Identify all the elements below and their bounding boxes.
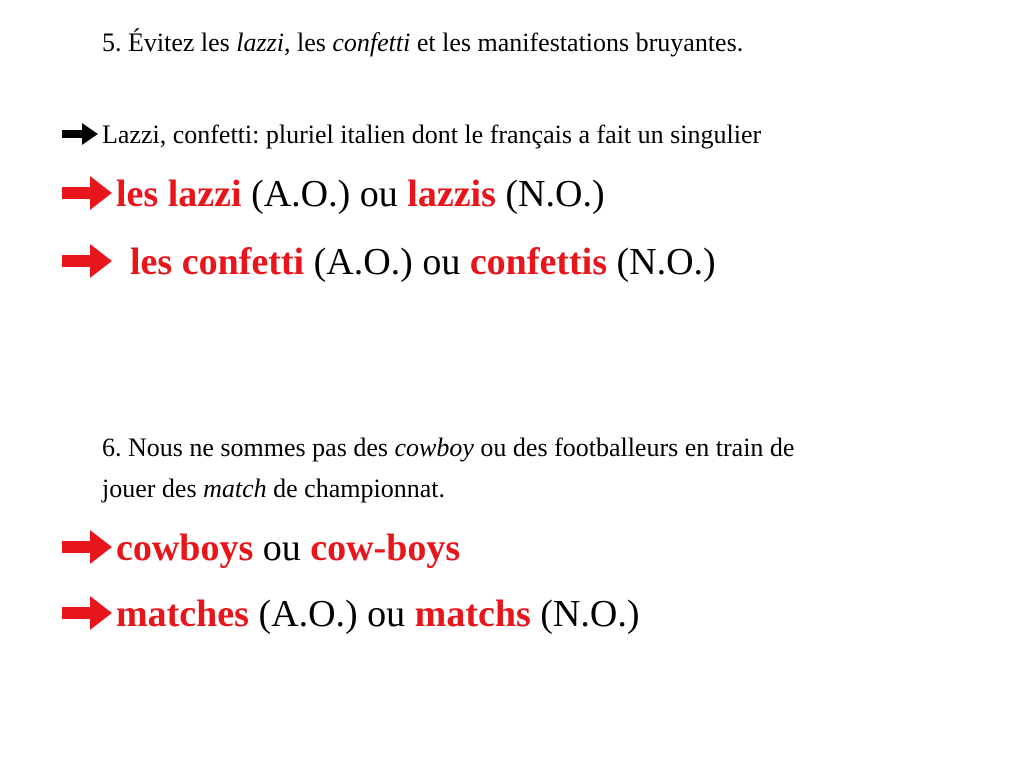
cowboys-spelling-1: cowboys <box>116 527 254 569</box>
item-6-word-cowboy: cowboy <box>394 433 474 462</box>
item-6-prefix: 6. Nous ne sommes pas des <box>102 433 395 462</box>
matches-line <box>62 592 639 633</box>
matches-new-tag: (N.O.) <box>530 593 640 635</box>
cowboys-line <box>62 526 460 567</box>
item-5-mid: , les <box>283 28 333 57</box>
arrow-right-icon <box>62 176 112 210</box>
confetti-new-tag: (N.O.) <box>607 241 716 283</box>
confetti-line <box>62 240 716 281</box>
arrow-right-icon <box>62 596 112 630</box>
item-6-line1-suffix: ou des footballeurs en train de <box>473 433 795 462</box>
arrow-right-icon <box>62 123 98 145</box>
item-6-heading-line-2 <box>102 476 445 502</box>
explanation-line <box>62 121 761 148</box>
arrow-right-icon <box>62 244 112 278</box>
confetti-new-spelling: confettis <box>469 241 607 283</box>
confetti-old-spelling: les confetti <box>130 241 305 283</box>
item-5-suffix: et les manifestations bruyantes. <box>410 28 744 57</box>
item-6-line2-prefix: jouer des <box>102 474 204 503</box>
matches-old-tag: (A.O.) <box>248 593 368 635</box>
confetti-old-tag: (A.O.) <box>304 241 423 283</box>
item-5-heading <box>102 30 743 56</box>
matches-or: ou <box>367 593 415 635</box>
confetti-or: ou <box>422 241 470 283</box>
matches-old-spelling: matches <box>116 593 249 635</box>
cowboys-spelling-2: cow-boys <box>310 527 461 569</box>
lazzi-new-tag: (N.O.) <box>495 173 605 215</box>
item-5-prefix: 5. Évitez les <box>102 28 237 57</box>
explanation-text: Lazzi, confetti: pluriel italien dont le français a fait un singulier <box>102 120 762 149</box>
item-6-line2-suffix: de championnat. <box>266 474 445 503</box>
item-6-word-match: match <box>203 474 267 503</box>
item-5-word-lazzi: lazzi <box>236 28 284 57</box>
lazzi-old-tag: (A.O.) <box>241 173 360 215</box>
cowboys-or: ou <box>253 527 311 569</box>
lazzi-old-spelling: les lazzi <box>116 173 242 215</box>
matches-new-spelling: matchs <box>414 593 531 635</box>
item-6-heading-line-1 <box>102 435 794 461</box>
lazzi-new-spelling: lazzis <box>407 173 496 215</box>
lazzi-or: ou <box>359 173 408 215</box>
lazzi-line <box>62 172 605 213</box>
arrow-right-icon <box>62 530 112 564</box>
item-5-word-confetti: confetti <box>332 28 411 57</box>
